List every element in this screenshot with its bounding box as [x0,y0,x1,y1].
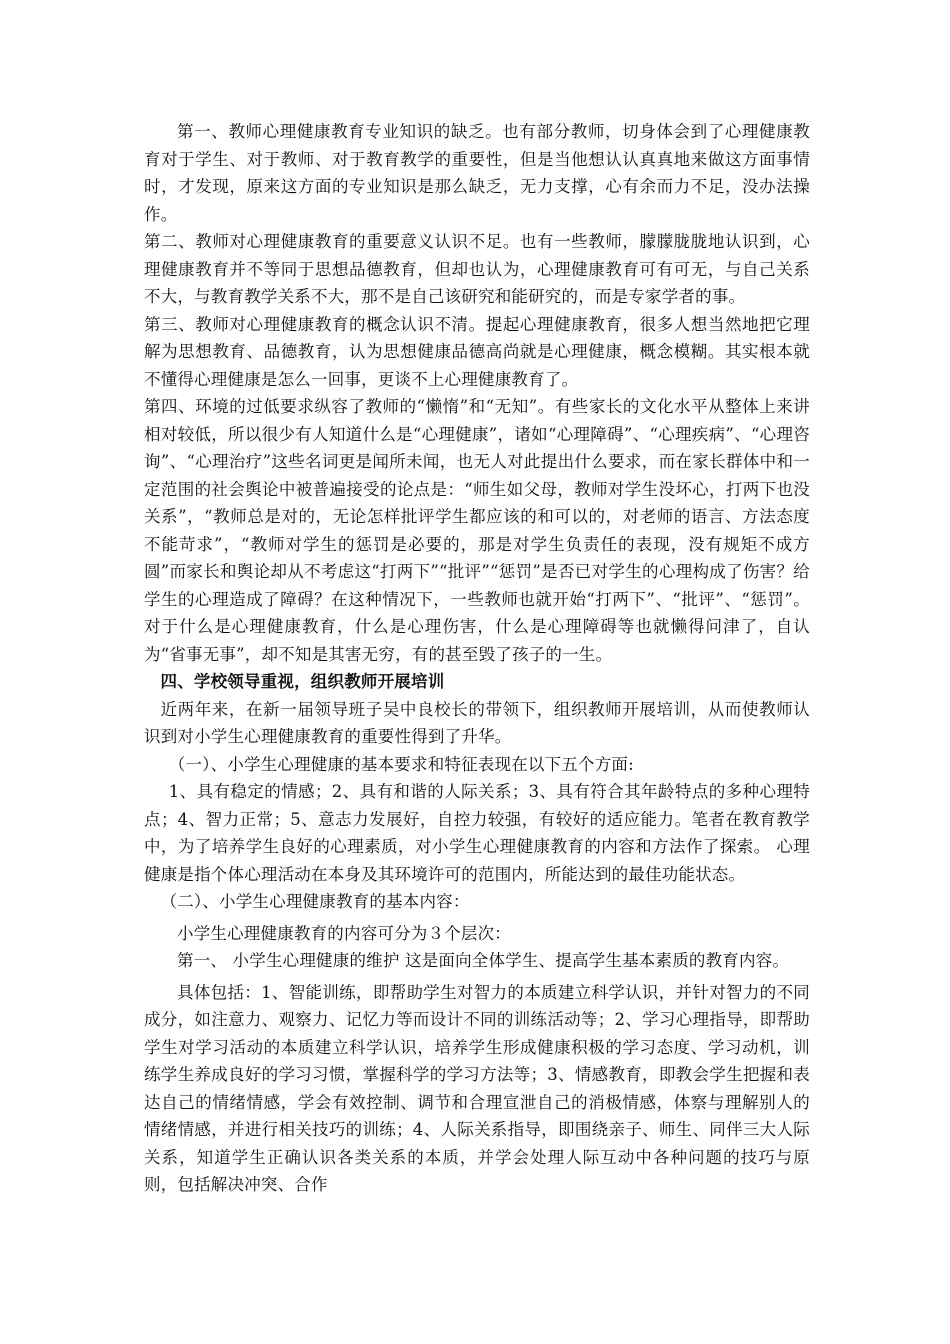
paragraph-first-point: 第一、教师心理健康教育专业知识的缺乏。也有部分教师，切身体会到了心理健康教育对于学生、对于教师、对于教育教学的重要性，但是当他想认认真真地来做这方面事情时，才发现，原来这方面的专业知识是那么缺乏，无力支撑，心有余而力不足，没办法操作。 [144,122,810,224]
paragraph-fourth-point: 第四、环境的过低要求纵容了教师的“懒惰”和“无知”。有些家长的文化水平从整体上来讲相对较低，所以很少有人知道什么是“心理健康”，诸如“心理障碍”、“心理疾病”、“心理咨询”、“心理治疗”这些名词更是闻所未闻，也无人对此提出什么要求，而在家长群体中和一定范围的社会舆论中被普遍接受的论点是：“师生如父母，教师对学生没坏心，打两下也没关系”，“教师总是对的，无论怎样批评学生都应该的和可以的，对老师的语言、方法态度不能苛求”，“教师对学生的惩罚是必要的，那是对学生负责任的表现，没有规矩不成方圆”而家长和舆论却从不考虑这“打两下”“批评”“惩罚”是否已对学生的心理构成了伤害？给学生的心理造成了障碍？在这种情况下，一些教师也就开始“打两下”、“批评”、“惩罚”。对于什么是心理健康教育，什么是心理伤害，什么是心理障碍等也就懒得问津了，自认为“省事无事”，却不知是其害无穷，有的甚至毁了孩子的一生。 [144,397,810,664]
paragraph-levels: 小学生心理健康教育的内容可分为３个层次： [177,923,511,943]
paragraph-third-point: 第三、教师对心理健康教育的概念认识不清。提起心理健康教育，很多人想当然地把它理解为思想教育、品德教育，认为思想健康品德高尚就是心理健康，概念模糊。其实根本就不懂得心理健康是怎么一回事，更谈不上心理健康教育了。 [144,314,810,389]
paragraph-details: 具体包括：1、智能训练，即帮助学生对智力的本质建立科学认识，并针对智力的不同成分，如注意力、观察力、记忆力等而设计不同的训练活动等；2、学习心理指导，即帮助学生对学习活动的本质建立科学认识，培养学生形成健康积极的学习态度、学习动机，训练学生养成良好的学习习惯，掌握科学的学习方法等；3、情感教育，即教会学生把握和表达自己的情绪情感，学会有效控制、调节和合理宣泄自己的消极情感，体察与理解别人的情绪情感，并进行相关技巧的训练；4、人际关系指导，即围绕亲子、师生、同伴三大人际关系，知道学生正确认识各类关系的本质，并学会处理人际互动中各种问题的技巧与原则，包括解决冲突、合作 [144,982,810,1194]
paragraph-second-point: 第二、教师对心理健康教育的重要意义认识不足。也有一些教师，朦朦胧胧地认识到，心理健康教育并不等同于思想品德教育，但却也认为，心理健康教育可有可无，与自己关系不大，与教育教学关系不大，那不是自己该研究和能研究的，而是专家学者的事。 [144,232,810,306]
paragraph-training: 近两年来，在新一届领导班子吴中良校长的带领下，组织教师开展培训，从而使教师认识到对小学生心理健康教育的重要性得到了升华。 [144,699,810,746]
section-heading: 四、学校领导重视，组织教师开展培训 [160,672,445,691]
subsection-heading-1: （一）、小学生心理健康的基本要求和特征表现在以下五个方面: [168,754,634,774]
document-page [144,118,810,1199]
subsection-heading-2: （二）、小学生心理健康教育的基本内容： [160,892,470,911]
paragraph-level-one: 第一、 小学生心理健康的维护 这是面向全体学生、提高学生基本素质的教育内容。 [177,951,790,970]
paragraph-requirements: 1、具有稳定的情感；2、具有和谐的人际关系；3、具有符合其年龄特点的多种心理特点；4、智力正常；5、意志力发展好，自控力较强，有较好的适应能力。笔者在教育教学中，为了培养学生良好的心理素质，对小学生心理健康教育的内容和方法作了探索。 心理健康是指个体心理活动在本身及其环境许可的范围内，所能达到的最佳功能状态。 [144,782,810,884]
